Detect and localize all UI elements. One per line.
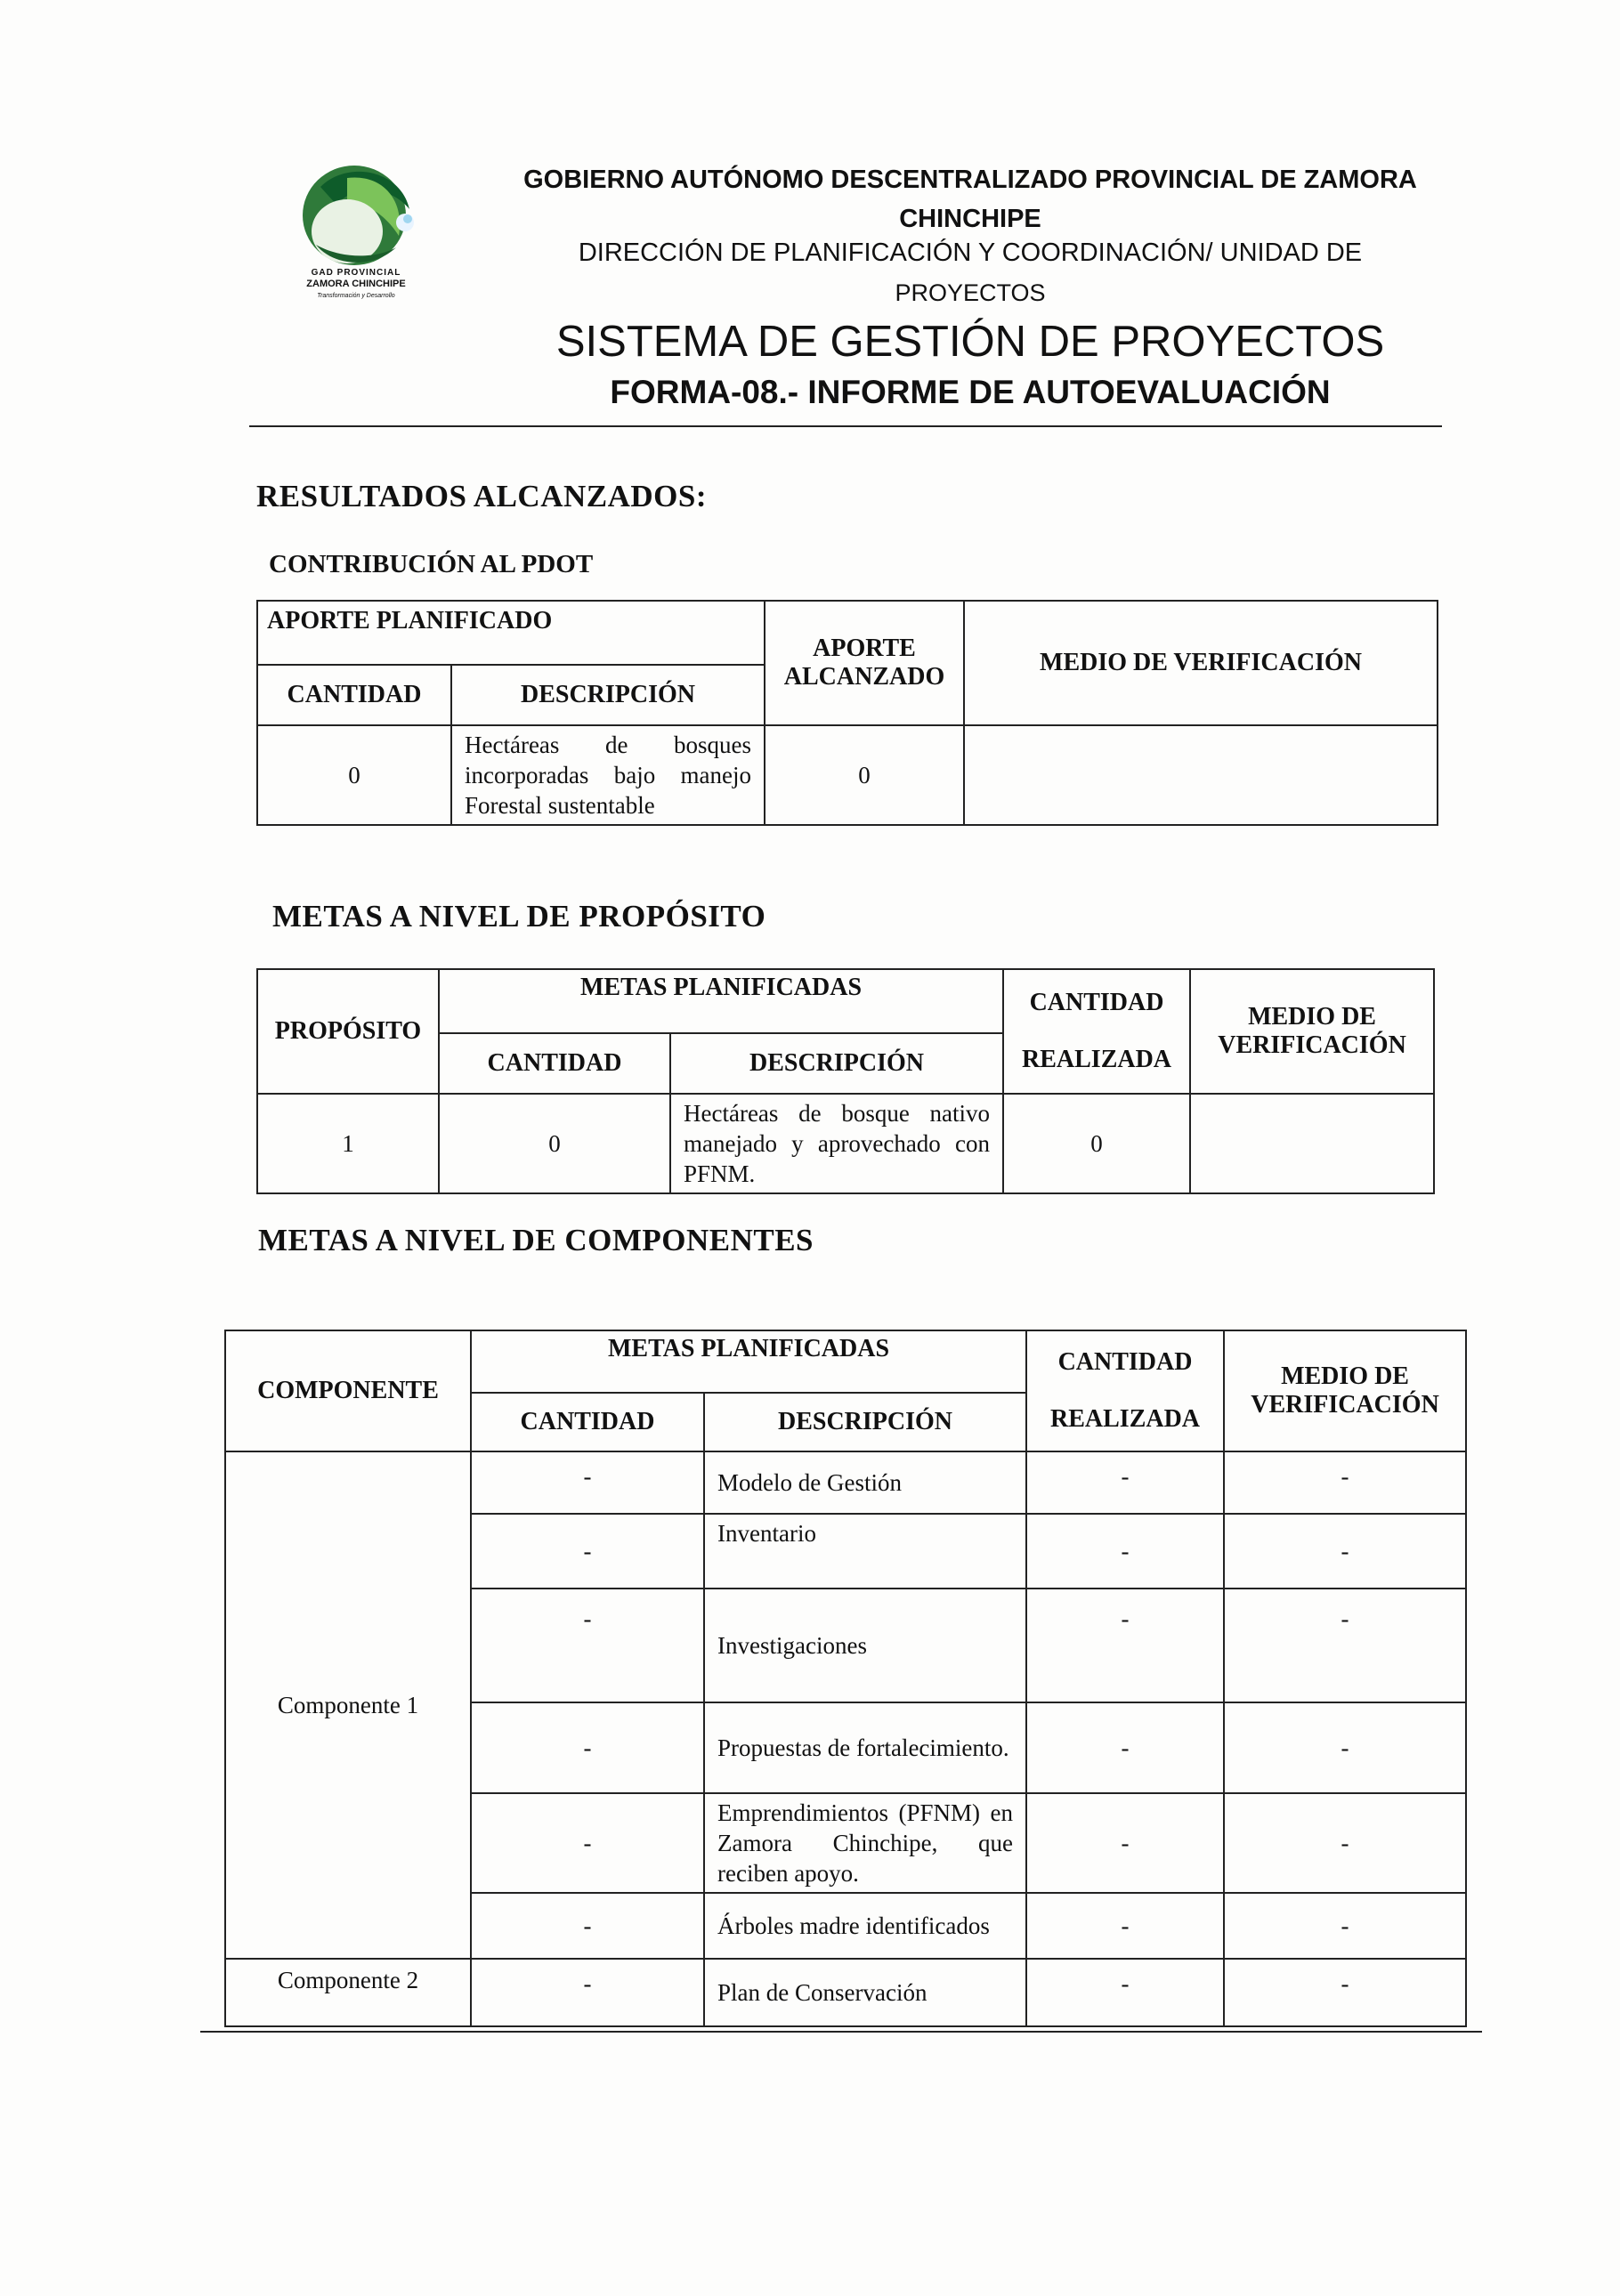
componentes-cantidad-cell: -	[471, 1893, 704, 1959]
proposito-header-realizada-line1: CANTIDAD	[1029, 989, 1164, 1016]
componente-2-cell: Componente 2	[225, 1959, 471, 2026]
header-dept-line2: PROYECTOS	[895, 279, 1046, 306]
proposito-header-cantidad: CANTIDAD	[439, 1033, 670, 1094]
componentes-header-realizada-line2: REALIZADA	[1050, 1405, 1201, 1433]
componentes-descripcion-cell: Propuestas de fortalecimiento.	[704, 1702, 1026, 1793]
logo-caption-line2: ZAMORA CHINCHIPE	[306, 279, 406, 289]
logo-caption-line1: GAD PROVINCIAL	[311, 268, 401, 278]
componentes-cantidad-cell: -	[471, 1451, 704, 1514]
componentes-header-metas: METAS PLANIFICADAS	[471, 1330, 1026, 1393]
componentes-table	[224, 1330, 1467, 2027]
componentes-realizada-cell: -	[1026, 1793, 1224, 1893]
componentes-medio-cell: -	[1224, 1589, 1466, 1702]
proposito-descripcion-cell: Hectáreas de bosque nativo manejado y aprovechado con PFNM.	[670, 1094, 1003, 1193]
logo-caption	[278, 267, 434, 302]
componentes-realizada-cell: -	[1026, 1702, 1224, 1793]
componentes-header-medio	[1224, 1330, 1466, 1451]
header-divider	[249, 425, 1442, 427]
proposito-heading: METAS A NIVEL DE PROPÓSITO	[272, 899, 766, 934]
proposito-medio-cell	[1190, 1094, 1434, 1193]
proposito-header-proposito: PROPÓSITO	[257, 969, 439, 1094]
pdot-heading: CONTRIBUCIÓN AL PDOT	[269, 550, 594, 578]
componentes-realizada-cell: -	[1026, 1893, 1224, 1959]
header-org-line1: GOBIERNO AUTÓNOMO DESCENTRALIZADO PROVINCIAL DE ZAMORA	[523, 166, 1417, 194]
componentes-row	[225, 1451, 1466, 1514]
componentes-medio-cell: -	[1224, 1959, 1466, 2026]
proposito-realizada-cell: 0	[1003, 1094, 1190, 1193]
componentes-header-cantidad-realizada	[1026, 1330, 1224, 1451]
componentes-descripcion-cell: Plan de Conservación	[704, 1959, 1026, 2026]
componentes-realizada-cell: -	[1026, 1959, 1224, 2026]
componentes-header-cantidad: CANTIDAD	[471, 1393, 704, 1451]
componentes-medio-cell: -	[1224, 1514, 1466, 1589]
componentes-medio-cell: -	[1224, 1702, 1466, 1793]
componentes-cantidad-cell: -	[471, 1514, 704, 1589]
componentes-medio-cell: -	[1224, 1451, 1466, 1514]
proposito-header-medio-line1: MEDIO DE	[1248, 1003, 1376, 1031]
proposito-cantidad-cell: 0	[439, 1094, 670, 1193]
componentes-row	[225, 1959, 1466, 2026]
header-system-title: SISTEMA DE GESTIÓN DE PROYECTOS	[555, 318, 1385, 366]
componentes-medio-cell: -	[1224, 1793, 1466, 1893]
componentes-header-medio-line1: MEDIO DE	[1281, 1362, 1409, 1390]
componentes-cantidad-cell: -	[471, 1959, 704, 2026]
header-form-title: FORMA-08.- INFORME DE AUTOEVALUACIÓN	[610, 374, 1331, 410]
proposito-table	[256, 968, 1435, 1194]
pdot-header-descripcion: DESCRIPCIÓN	[451, 665, 765, 725]
componentes-descripcion-cell: Investigaciones	[704, 1589, 1026, 1702]
results-heading: RESULTADOS ALCANZADOS:	[256, 479, 707, 513]
componentes-header-medio-line2: VERIFICACIÓN	[1251, 1391, 1439, 1419]
componentes-header-descripcion: DESCRIPCIÓN	[704, 1393, 1026, 1451]
header-org-line2: CHINCHIPE	[899, 205, 1041, 233]
logo-emblem-icon	[285, 160, 427, 276]
componentes-medio-cell: -	[1224, 1893, 1466, 1959]
pdot-alcanzado-cell: 0	[765, 725, 964, 825]
proposito-row	[257, 1094, 1434, 1193]
pdot-header-alcanzado-line2: ALCANZADO	[783, 663, 945, 691]
header-dept-line1: DIRECCIÓN DE PLANIFICACIÓN Y COORDINACIÓN/ UNIDAD DE	[578, 238, 1363, 267]
proposito-header-metas: METAS PLANIFICADAS	[439, 969, 1003, 1033]
componentes-header-componente: COMPONENTE	[225, 1330, 471, 1451]
componentes-heading: METAS A NIVEL DE COMPONENTES	[258, 1223, 814, 1257]
proposito-number-cell: 1	[257, 1094, 439, 1193]
pdot-medio-cell	[964, 725, 1438, 825]
pdot-row	[257, 725, 1438, 825]
pdot-header-cantidad: CANTIDAD	[257, 665, 451, 725]
proposito-header-cantidad-realizada	[1003, 969, 1190, 1094]
componentes-header-realizada-line1: CANTIDAD	[1057, 1348, 1193, 1376]
bottom-divider	[200, 2031, 1482, 2033]
componentes-cantidad-cell: -	[471, 1793, 704, 1893]
componentes-descripcion-cell: Inventario	[704, 1514, 1026, 1589]
componentes-cantidad-cell: -	[471, 1702, 704, 1793]
componentes-cantidad-cell: -	[471, 1589, 704, 1702]
logo-caption-line3: Transformación y Desarrollo	[317, 293, 395, 299]
proposito-header-descripcion: DESCRIPCIÓN	[670, 1033, 1003, 1094]
pdot-header-alcanzado-line1: APORTE	[813, 635, 916, 662]
componentes-realizada-cell: -	[1026, 1514, 1224, 1589]
proposito-header-medio	[1190, 969, 1434, 1094]
pdot-cantidad-cell: 0	[257, 725, 451, 825]
pdot-header-aporte-planificado: APORTE PLANIFICADO	[257, 601, 765, 665]
componentes-descripcion-cell: Modelo de Gestión	[704, 1451, 1026, 1514]
pdot-header-medio: MEDIO DE VERIFICACIÓN	[964, 601, 1438, 725]
componentes-descripcion-cell: Árboles madre identificados	[704, 1893, 1026, 1959]
pdot-table	[256, 600, 1438, 826]
proposito-header-medio-line2: VERIFICACIÓN	[1218, 1031, 1406, 1059]
componentes-descripcion-cell: Emprendimientos (PFNM) en Zamora Chinchipe, que reciben apoyo.	[704, 1793, 1026, 1893]
componentes-realizada-cell: -	[1026, 1451, 1224, 1514]
proposito-header-realizada-line2: REALIZADA	[1022, 1046, 1172, 1073]
componentes-realizada-cell: -	[1026, 1589, 1224, 1702]
pdot-header-aporte-alcanzado	[765, 601, 964, 725]
componente-1-cell: Componente 1	[225, 1451, 471, 1959]
pdot-descripcion-cell: Hectáreas de bosques incorporadas bajo manejo Forestal sustentable	[451, 725, 765, 825]
